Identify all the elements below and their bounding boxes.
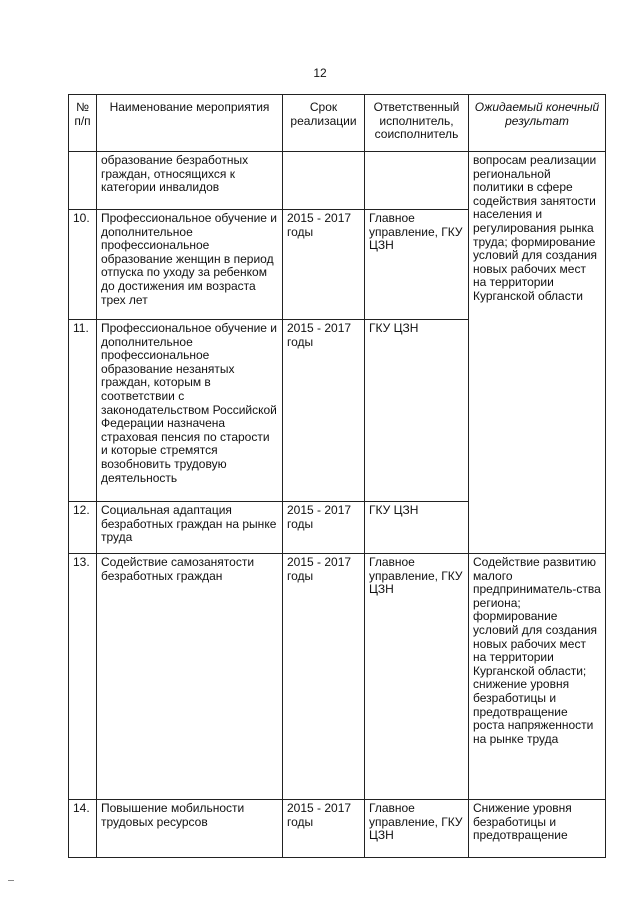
row-result: Содействие развитию малого предприниматель-ства региона; формирование условий для создания новых рабочих мест на территории Курганской области; снижение уровня безработицы и предотвращение роста напряженности на рынке труда: [469, 554, 606, 800]
row-executor: [365, 152, 469, 210]
row-term: 2015 - 2017 годы: [283, 210, 365, 320]
row-num: 13.: [69, 554, 97, 800]
table-row: [69, 152, 606, 210]
row-term: 2015 - 2017 годы: [283, 320, 365, 502]
row-num: [69, 152, 97, 210]
row-name: образование безработных граждан, относящихся к категории инвалидов: [97, 152, 283, 210]
row-name: Социальная адаптация безработных граждан на рынке труда: [97, 502, 283, 554]
row-term: [283, 152, 365, 210]
header-name: Наименование мероприятия: [97, 95, 283, 152]
row-name: Профессиональное обучение и дополнительное профессиональное образование женщин в период отпуска по уходу за ребенком до достижения им возраста трех лет: [97, 210, 283, 320]
row-executor: ГКУ ЦЗН: [365, 502, 469, 554]
header-num: № п/п: [69, 95, 97, 152]
row-executor: Главное управление, ГКУ ЦЗН: [365, 554, 469, 800]
row-name: Повышение мобильности трудовых ресурсов: [97, 800, 283, 858]
row-name: Профессиональное обучение и дополнительное профессиональное образование незанятых граждан, которым в соответствии с законодательством Российской Федерации назначена страховая пенсия по старости и которые стремятся возобновить трудовую деятельность: [97, 320, 283, 502]
row-executor: Главное управление, ГКУ ЦЗН: [365, 210, 469, 320]
row-result: Снижение уровня безработицы и предотвращение: [469, 800, 606, 858]
table-row: [69, 800, 606, 858]
row-executor: Главное управление, ГКУ ЦЗН: [365, 800, 469, 858]
row-num: 10.: [69, 210, 97, 320]
header-term: Срок реализации: [283, 95, 365, 152]
scan-mark: [8, 880, 14, 881]
header-result: Ожидаемый конечный результат: [469, 95, 606, 152]
row-result: вопросам реализации региональной политики в сфере содействия занятости населения и регулирования рынка труда; формирование условий для создания новых рабочих мест на территории Курганской области: [469, 152, 606, 554]
row-num: 14.: [69, 800, 97, 858]
row-num: 12.: [69, 502, 97, 554]
table-header-row: [69, 95, 606, 152]
row-term: 2015 - 2017 годы: [283, 502, 365, 554]
row-executor: ГКУ ЦЗН: [365, 320, 469, 502]
row-num: 11.: [69, 320, 97, 502]
header-executor: Ответственный исполнитель, соисполнитель: [365, 95, 469, 152]
row-name: Содействие самозанятости безработных граждан: [97, 554, 283, 800]
measures-table: [68, 94, 606, 858]
page-number: 12: [313, 66, 327, 80]
row-term: 2015 - 2017 годы: [283, 800, 365, 858]
row-term: 2015 - 2017 годы: [283, 554, 365, 800]
table-row: [69, 554, 606, 800]
